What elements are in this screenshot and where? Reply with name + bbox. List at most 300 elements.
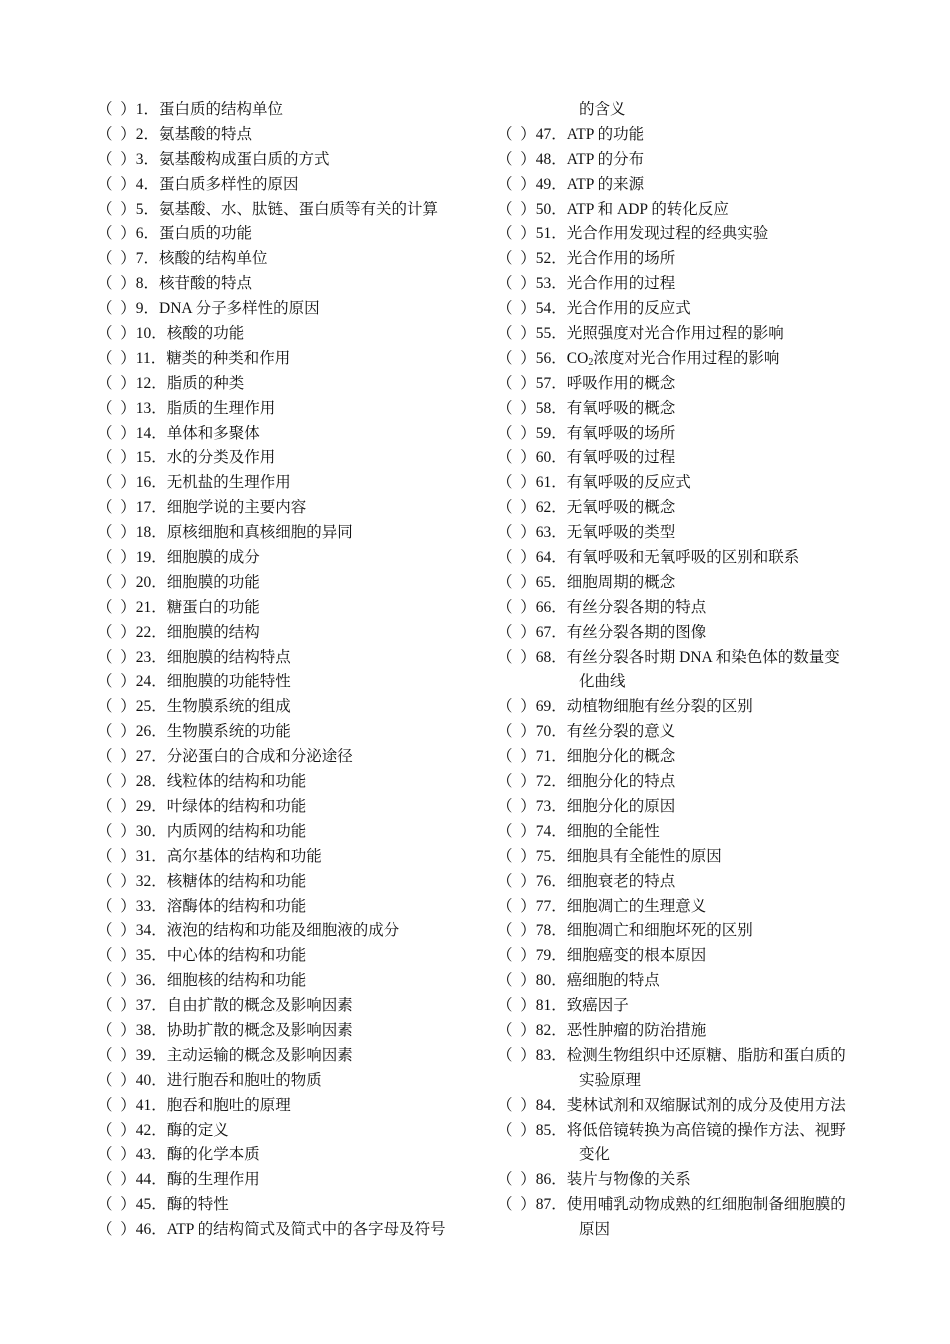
answer-blank[interactable]: （ ） (97, 449, 136, 467)
list-item (497, 521, 877, 546)
answer-blank[interactable]: （ ） (497, 549, 536, 567)
item-number: 76． (535, 872, 567, 890)
item-text: 无氧呼吸的概念 (566, 499, 676, 517)
list-item (497, 720, 877, 745)
item-number: 38． (135, 1021, 167, 1039)
answer-blank[interactable]: （ ） (497, 150, 536, 168)
answer-blank[interactable]: （ ） (497, 1096, 536, 1114)
item-text: 细胞分化的概念 (566, 748, 676, 766)
item-text: 致癌因子 (566, 997, 629, 1015)
list-item (497, 347, 877, 372)
answer-blank[interactable]: （ ） (497, 872, 536, 890)
item-number: 18． (135, 524, 167, 542)
item-number: 15． (135, 449, 167, 467)
item-number: 22． (135, 623, 167, 641)
answer-blank[interactable]: （ ） (497, 1121, 536, 1139)
item-number: 85． (535, 1121, 567, 1139)
item-text: 原核细胞和真核细胞的异同 (166, 524, 353, 542)
item-text: 细胞分化的原因 (566, 797, 676, 815)
item-text: 蛋白质的功能 (159, 225, 253, 243)
answer-blank[interactable]: （ ） (97, 325, 136, 343)
item-text: 光合作用的反应式 (566, 300, 691, 318)
answer-blank[interactable]: （ ） (497, 1046, 536, 1064)
item-number: 14． (135, 424, 167, 442)
list-item (497, 795, 877, 820)
item-text: 酶的生理作用 (166, 1171, 260, 1189)
item-number: 67． (535, 623, 567, 641)
item-text: 分泌蛋白的合成和分泌途径 (166, 748, 353, 766)
item-text: 主动运输的概念及影响因素 (166, 1046, 353, 1064)
answer-blank[interactable]: （ ） (497, 349, 536, 367)
list-item (97, 770, 477, 795)
item-number: 78． (535, 922, 567, 940)
list-item (97, 297, 477, 322)
item-number: 13． (135, 399, 167, 417)
answer-blank[interactable]: （ ） (97, 150, 136, 168)
item-text: 细胞膜的结构 (166, 623, 260, 641)
item-text: 细胞膜的功能特性 (166, 673, 291, 691)
answer-blank[interactable]: （ ） (97, 424, 136, 442)
item-number: 62． (535, 499, 567, 517)
list-item (97, 148, 477, 173)
list-item (97, 123, 477, 148)
list-item (497, 397, 877, 422)
item-text: 核糖体的结构和功能 (166, 872, 307, 890)
item-text: 进行胞吞和胞吐的物质 (166, 1071, 322, 1089)
item-text: 细胞周期的概念 (566, 573, 676, 591)
item-number: 12． (135, 374, 167, 392)
item-number: 26． (135, 723, 167, 741)
item-text: 自由扩散的概念及影响因素 (166, 997, 353, 1015)
item-text: 叶绿体的结构和功能 (166, 797, 307, 815)
item-continuation: 变化 (579, 1146, 611, 1164)
answer-blank[interactable]: （ ） (497, 947, 536, 965)
list-item (497, 895, 877, 920)
list-item (497, 422, 877, 447)
item-number: 47． (535, 125, 567, 143)
list-item (497, 994, 877, 1019)
answer-blank[interactable]: （ ） (497, 499, 536, 517)
item-text: 有氧呼吸的反应式 (566, 474, 691, 492)
item-text: ATP 和 ADP 的转化反应 (566, 200, 729, 218)
list-item (97, 621, 477, 646)
list-item (97, 322, 477, 347)
answer-blank[interactable]: （ ） (97, 922, 136, 940)
item-text: 光合作用发现过程的经典实验 (566, 225, 769, 243)
answer-blank[interactable]: （ ） (97, 947, 136, 965)
item-number: 58． (535, 399, 567, 417)
answer-blank[interactable]: （ ） (97, 474, 136, 492)
item-number: 81． (535, 997, 567, 1015)
answer-blank[interactable]: （ ） (97, 997, 136, 1015)
list-item (497, 322, 877, 347)
answer-blank[interactable]: （ ） (97, 250, 136, 268)
list-item (97, 247, 477, 272)
answer-blank[interactable]: （ ） (97, 225, 136, 243)
item-number: 82． (535, 1021, 567, 1039)
answer-blank[interactable]: （ ） (497, 449, 536, 467)
answer-blank[interactable]: （ ） (497, 325, 536, 343)
list-item (497, 621, 877, 646)
item-text: 氨基酸的特点 (159, 125, 253, 143)
answer-blank[interactable]: （ ） (497, 748, 536, 766)
item-text: 酶的化学本质 (166, 1146, 260, 1164)
item-number: 65． (535, 573, 567, 591)
answer-blank[interactable]: （ ） (97, 872, 136, 890)
item-number: 46． (135, 1221, 167, 1239)
item-continuation: 原因 (579, 1221, 611, 1239)
answer-blank[interactable]: （ ） (97, 300, 136, 318)
list-item (97, 1119, 477, 1144)
answer-blank[interactable]: （ ） (97, 698, 136, 716)
list-item (497, 1119, 877, 1144)
list-item (497, 969, 877, 994)
item-text: 细胞衰老的特点 (566, 872, 676, 890)
item-number: 80． (535, 972, 567, 990)
answer-blank[interactable]: （ ） (97, 797, 136, 815)
answer-blank[interactable]: （ ） (497, 723, 536, 741)
answer-blank[interactable]: （ ） (497, 922, 536, 940)
item-text: 细胞学说的主要内容 (166, 499, 307, 517)
list-item (497, 770, 877, 795)
item-number: 29． (135, 797, 167, 815)
list-item (497, 646, 877, 671)
answer-blank[interactable]: （ ） (97, 125, 136, 143)
answer-blank[interactable]: （ ） (97, 822, 136, 840)
list-item (97, 1069, 477, 1094)
item-number: 27． (135, 748, 167, 766)
item-text: 呼吸作用的概念 (566, 374, 676, 392)
item-number: 60． (535, 449, 567, 467)
list-item (97, 397, 477, 422)
item-number: 20． (135, 573, 167, 591)
item-number: 53． (535, 275, 567, 293)
list-item (97, 1168, 477, 1193)
item-continuation: 实验原理 (579, 1071, 642, 1089)
answer-blank[interactable]: （ ） (497, 300, 536, 318)
item-number: 21． (135, 598, 167, 616)
answer-blank[interactable]: （ ） (497, 773, 536, 791)
item-number: 79． (535, 947, 567, 965)
left-column (97, 98, 477, 1243)
item-number: 55． (535, 325, 567, 343)
right-column (497, 98, 877, 1243)
item-number: 9． (135, 300, 160, 318)
item-number: 39． (135, 1046, 167, 1064)
answer-blank[interactable]: （ ） (497, 997, 536, 1015)
list-item (97, 695, 477, 720)
list-item (497, 1094, 877, 1119)
answer-blank[interactable]: （ ） (497, 524, 536, 542)
list-item (497, 845, 877, 870)
answer-blank[interactable]: （ ） (497, 598, 536, 616)
item-number: 32． (135, 872, 167, 890)
answer-blank[interactable]: （ ） (497, 623, 536, 641)
item-number: 77． (535, 897, 567, 915)
answer-blank[interactable]: （ ） (497, 897, 536, 915)
item-number: 31． (135, 847, 167, 865)
item-text: 细胞膜的成分 (166, 549, 260, 567)
list-item (497, 198, 877, 223)
list-item (97, 1193, 477, 1218)
list-item (497, 222, 877, 247)
list-item (97, 944, 477, 969)
answer-blank[interactable]: （ ） (97, 847, 136, 865)
answer-blank[interactable]: （ ） (97, 349, 136, 367)
answer-blank[interactable]: （ ） (97, 972, 136, 990)
list-item (97, 272, 477, 297)
answer-blank[interactable]: （ ） (97, 1096, 136, 1114)
list-item (97, 994, 477, 1019)
answer-blank[interactable]: （ ） (97, 748, 136, 766)
list-item (497, 546, 877, 571)
answer-blank[interactable]: （ ） (497, 847, 536, 865)
answer-blank[interactable]: （ ） (497, 573, 536, 591)
item-text: 核酸的结构单位 (159, 250, 268, 268)
item-number: 54． (535, 300, 567, 318)
answer-blank[interactable]: （ ） (97, 200, 136, 218)
answer-blank[interactable]: （ ） (97, 1046, 136, 1064)
answer-blank[interactable]: （ ） (97, 399, 136, 417)
answer-blank[interactable]: （ ） (97, 1196, 136, 1214)
answer-blank[interactable]: （ ） (497, 822, 536, 840)
answer-blank[interactable]: （ ） (97, 1146, 136, 1164)
answer-blank[interactable]: （ ） (97, 549, 136, 567)
item-continuation: 的含义 (579, 101, 626, 118)
item-number: 51． (535, 225, 567, 243)
item-number: 69． (535, 698, 567, 716)
list-item (97, 422, 477, 447)
item-text: 糖蛋白的功能 (166, 598, 260, 616)
item-number: 71． (535, 748, 567, 766)
answer-blank[interactable]: （ ） (497, 972, 536, 990)
item-number: 42． (135, 1121, 167, 1139)
item-text: ATP 的功能 (566, 125, 645, 143)
answer-blank[interactable]: （ ） (497, 175, 536, 193)
answer-blank[interactable]: （ ） (97, 1071, 136, 1089)
item-number: 36． (135, 972, 167, 990)
answer-blank[interactable]: （ ） (97, 773, 136, 791)
item-text: 糖类的种类和作用 (166, 349, 291, 367)
list-item (97, 521, 477, 546)
item-continuation: 化曲线 (579, 673, 626, 691)
list-item (97, 1019, 477, 1044)
answer-blank[interactable]: （ ） (497, 125, 536, 143)
item-text: 使用哺乳动物成熟的红细胞制备细胞膜的 (566, 1196, 846, 1214)
answer-blank[interactable]: （ ） (97, 374, 136, 392)
item-text: 脂质的种类 (166, 374, 245, 392)
item-text: 中心体的结构和功能 (166, 947, 307, 965)
answer-blank[interactable]: （ ） (497, 474, 536, 492)
item-text: $CO_2$浓度对光合作用过程的影响 (566, 349, 780, 368)
answer-blank[interactable]: （ ） (97, 1221, 136, 1239)
item-text: 细胞的全能性 (566, 822, 660, 840)
list-item (497, 1168, 877, 1193)
item-text: 细胞核的结构和功能 (166, 972, 307, 990)
list-item (497, 571, 877, 596)
list-item (97, 870, 477, 895)
list-item (97, 1094, 477, 1119)
answer-blank[interactable]: （ ） (497, 698, 536, 716)
item-number: 49． (535, 175, 567, 193)
item-number: 63． (535, 524, 567, 542)
list-item (97, 198, 477, 223)
item-number: 59． (535, 424, 567, 442)
item-number: 7． (135, 250, 160, 268)
item-text: 动植物细胞有丝分裂的区别 (566, 698, 753, 716)
answer-blank[interactable]: （ ） (97, 623, 136, 641)
item-text: 癌细胞的特点 (566, 972, 660, 990)
answer-blank[interactable]: （ ） (97, 598, 136, 616)
list-item (97, 496, 477, 521)
answer-blank[interactable]: （ ） (97, 524, 136, 542)
answer-blank[interactable]: （ ） (497, 200, 536, 218)
item-number: 3． (135, 150, 160, 168)
item-text: 无机盐的生理作用 (166, 474, 291, 492)
item-number: 34． (135, 922, 167, 940)
answer-blank[interactable]: （ ） (497, 225, 536, 243)
answer-blank[interactable]: （ ） (497, 250, 536, 268)
item-number: 87． (535, 1196, 567, 1214)
item-text: 有氧呼吸的概念 (566, 399, 676, 417)
list-item (497, 695, 877, 720)
list-item (497, 272, 877, 297)
item-text: 蛋白质的结构单位 (159, 101, 284, 118)
list-item (497, 471, 877, 496)
list-item (497, 446, 877, 471)
list-item (497, 372, 877, 397)
item-text: 内质网的结构和功能 (166, 822, 307, 840)
list-item (97, 222, 477, 247)
item-text: 恶性肿瘤的防治措施 (566, 1021, 707, 1039)
answer-blank[interactable]: （ ） (97, 275, 136, 293)
answer-blank[interactable]: （ ） (497, 648, 536, 666)
list-item (97, 173, 477, 198)
answer-blank[interactable]: （ ） (497, 1021, 536, 1039)
item-text: DNA 分子多样性的原因 (159, 300, 320, 318)
item-number: 28． (135, 773, 167, 791)
list-item (97, 1143, 477, 1168)
answer-blank[interactable]: （ ） (497, 275, 536, 293)
item-text: 细胞凋亡的生理意义 (566, 897, 707, 915)
answer-blank[interactable]: （ ） (497, 374, 536, 392)
answer-blank[interactable]: （ ） (97, 897, 136, 915)
item-text: 酶的定义 (166, 1121, 229, 1139)
answer-blank[interactable]: （ ） (97, 1021, 136, 1039)
list-item (97, 820, 477, 845)
list-item (497, 173, 877, 198)
list-item (97, 670, 477, 695)
answer-blank[interactable]: （ ） (97, 1121, 136, 1139)
item-text: 细胞凋亡和细胞坏死的区别 (566, 922, 753, 940)
answer-blank[interactable]: （ ） (97, 1171, 136, 1189)
list-item (97, 845, 477, 870)
item-text: 氨基酸构成蛋白质的方式 (159, 150, 330, 168)
list-item (97, 347, 477, 372)
item-text: 生物膜系统的功能 (166, 723, 291, 741)
item-number: 48． (535, 150, 567, 168)
answer-blank[interactable]: （ ） (497, 1171, 536, 1189)
item-number: 41． (135, 1096, 167, 1114)
answer-blank[interactable]: （ ） (497, 797, 536, 815)
answer-blank[interactable]: （ ） (97, 723, 136, 741)
item-number: 33． (135, 897, 167, 915)
item-number: 70． (535, 723, 567, 741)
item-number: 83． (535, 1046, 567, 1064)
answer-blank[interactable]: （ ） (497, 424, 536, 442)
list-item (497, 148, 877, 173)
list-item (497, 745, 877, 770)
item-text: 有丝分裂各期的特点 (566, 598, 707, 616)
item-text: 液泡的结构和功能及细胞液的成分 (166, 922, 400, 940)
list-item (97, 1218, 477, 1243)
answer-blank[interactable]: （ ） (97, 648, 136, 666)
item-text: 胞吞和胞吐的原理 (166, 1096, 291, 1114)
list-item (97, 745, 477, 770)
item-number: 19． (135, 549, 167, 567)
item-text: 核苷酸的特点 (159, 275, 253, 293)
item-number: 68． (535, 648, 567, 666)
item-text: ATP 的结构简式及简式中的各字母及符号 (166, 1221, 446, 1239)
item-text: 有丝分裂各时期 DNA 和染色体的数量变 (566, 648, 840, 666)
list-item (97, 596, 477, 621)
item-number: 40． (135, 1071, 167, 1089)
answer-blank[interactable]: （ ） (97, 175, 136, 193)
list-item (497, 247, 877, 272)
list-item (97, 1044, 477, 1069)
item-number: 84． (535, 1096, 567, 1114)
list-item (97, 98, 477, 123)
item-number: 45． (135, 1196, 167, 1214)
item-number: 10． (135, 325, 167, 343)
item-number: 24． (135, 673, 167, 691)
item-number: 1． (135, 101, 160, 118)
item-number: 75． (535, 847, 567, 865)
item-text: 线粒体的结构和功能 (166, 773, 307, 791)
answer-blank[interactable]: （ ） (497, 399, 536, 417)
list-item (97, 919, 477, 944)
answer-blank[interactable]: （ ） (97, 573, 136, 591)
list-item (497, 1019, 877, 1044)
item-text: 光合作用的过程 (566, 275, 676, 293)
item-text: 细胞癌变的根本原因 (566, 947, 707, 965)
list-item (97, 895, 477, 920)
item-text: 氨基酸、水、肽链、蛋白质等有关的计算 (159, 200, 439, 218)
item-text: 细胞膜的结构特点 (166, 648, 291, 666)
item-number: 17． (135, 499, 167, 517)
item-text: 核酸的功能 (166, 325, 245, 343)
answer-blank[interactable]: （ ） (497, 1196, 536, 1214)
list-item (497, 870, 877, 895)
item-number: 37． (135, 997, 167, 1015)
answer-blank[interactable]: （ ） (97, 101, 136, 118)
item-number: 16． (135, 474, 167, 492)
answer-blank[interactable]: （ ） (97, 499, 136, 517)
list-item (497, 944, 877, 969)
item-number: 8． (135, 275, 160, 293)
item-text: 水的分类及作用 (166, 449, 276, 467)
list-item (497, 820, 877, 845)
list-item (97, 372, 477, 397)
list-item (97, 546, 477, 571)
item-text: 细胞膜的功能 (166, 573, 260, 591)
item-number: 74． (535, 822, 567, 840)
answer-blank[interactable]: （ ） (97, 673, 136, 691)
item-number: 44． (135, 1171, 167, 1189)
item-text: 检测生物组织中还原糖、脂肪和蛋白质的 (566, 1046, 846, 1064)
item-text: 有丝分裂的意义 (566, 723, 676, 741)
item-number: 43． (135, 1146, 167, 1164)
